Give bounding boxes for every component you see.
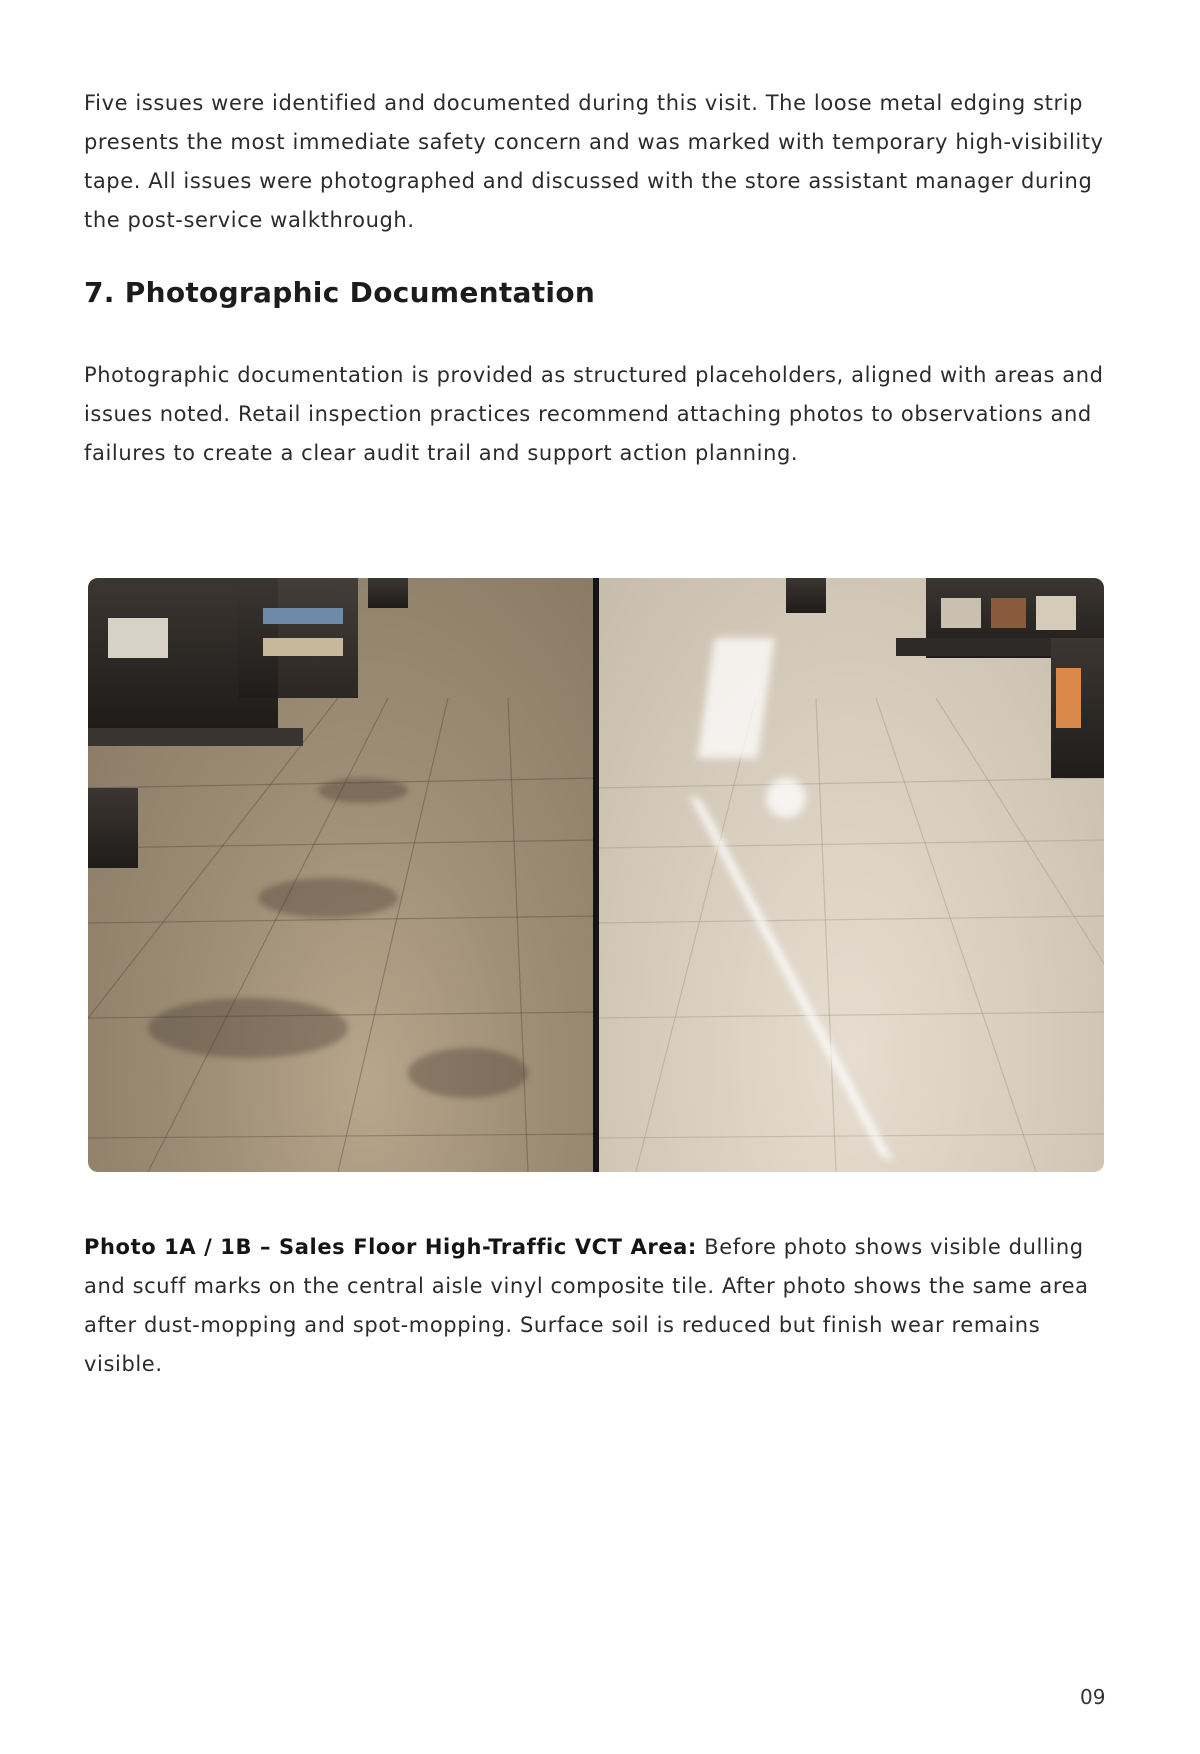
- left-shelf-base: [88, 728, 303, 746]
- scuff-mark: [258, 878, 398, 918]
- scuff-mark: [318, 778, 408, 803]
- photo-caption: [84, 1228, 1114, 1384]
- before-after-divider: [593, 578, 599, 1172]
- floor-reflection: [766, 778, 806, 818]
- shelf-products: [991, 598, 1026, 628]
- far-shelf: [786, 578, 826, 613]
- shelf-products: [941, 598, 981, 628]
- section-heading: 7. Photographic Documentation: [84, 276, 596, 309]
- far-shelf: [368, 578, 408, 608]
- page-number: 09: [1080, 1685, 1106, 1709]
- before-photo-dull-floor: [88, 578, 596, 1172]
- scuff-mark: [148, 998, 348, 1058]
- photo-caption-text: Before photo shows visible dulling and scuff marks on the central aisle vinyl composite tile. After photo shows the same area after dust-mopping and spot-mopping. Surface soil is reduced but finish wear remains visible.: [84, 1235, 1089, 1376]
- after-photo-clean-floor: [596, 578, 1104, 1172]
- section-paragraph: Photographic documentation is provided as structured placeholders, aligned with areas and issues noted. Retail inspection practices recommend attaching photos to observations and failures to create a clear audit trail and support action planning.: [84, 363, 1104, 465]
- shelf-products: [263, 638, 343, 656]
- scuff-mark: [408, 1048, 528, 1098]
- intro-paragraph: Five issues were identified and documented during this visit. The loose metal edging strip presents the most immediate safety concern and was marked with temporary high-visibility tape. All issues were photographed and discussed with the store assistant manager during the post-service walkthrough.: [84, 91, 1104, 232]
- photo-caption-title: Photo 1A / 1B – Sales Floor High-Traffic VCT Area:: [84, 1235, 697, 1259]
- before-after-floor-photo: [88, 578, 1104, 1172]
- shelf-products: [1036, 596, 1076, 630]
- shelf-products: [1056, 668, 1081, 728]
- shelf-products: [108, 618, 168, 658]
- left-edge-shelf: [88, 788, 138, 868]
- shelf-products: [263, 608, 343, 624]
